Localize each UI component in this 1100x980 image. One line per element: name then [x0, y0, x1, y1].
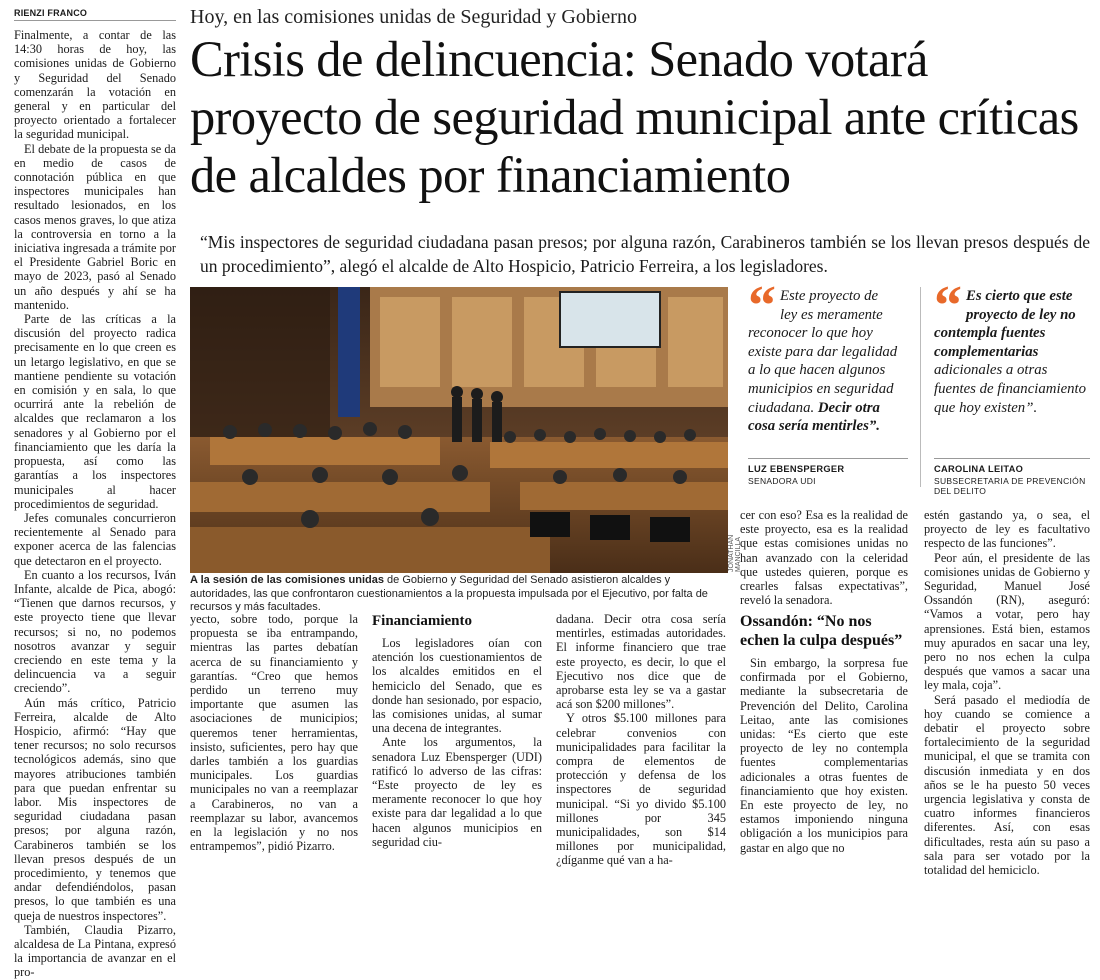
paragraph: En cuanto a los recursos, Iván Infante, alcalde de Pica, abogó: “Tienen que darnos recursos, y este proyecto tiene que llevar recursos; si no, no podemos nosotros avanzar y seguir creciendo en este tema y la delincuencia va a seguir creciendo”.	[14, 567, 176, 696]
paragraph: Los legisladores oían con atención los cuestionamientos de los alcaldes emitidos en el hemiciclo del Senado, que es donde han sesionado, por espacio, las comisiones unidas, al sumar una decena de integrantes.	[372, 636, 542, 736]
paragraph: yecto, sobre todo, porque la propuesta se iba entrampando, mientras las partes debatían acerca de su financiamiento y garantías. “Creo que hemos perdido un terreno muy importante que asumen las asociaciones de municipios; queremos tener herramientas, insisto, suficientes, pero hay que darles también a los guardias municipales. Los guardias municipales no van a reemplazar a Carabineros, no van a reemplazar su labor, avancemos en la legislación y no nos entrampemos”, pidió Pizarro.	[190, 612, 358, 854]
divider	[920, 287, 921, 487]
paragraph: Aún más crítico, Patricio Ferreira, alcalde de Alto Hospicio, afirmó: “Hay que tener recursos; no solo recursos tecnológicos además, sino que mayores atribuciones también para que puedan enfrentar su labor. Mis inspectores de seguridad ciudadana pasan presos; por alguna razón, Carabineros también se los llevan presos después de un procedimiento, y tenemos que andar defendiéndolos, pasan presos, lo que también es una queja de nuestros inspectores”.	[14, 695, 176, 923]
paragraph: Ante los argumentos, la senadora Luz Ebensperger (UDI) ratificó lo adverso de las cifras: “Este proyecto de ley es meramente reconocer lo que hoy existe para dar legalidad a lo que hacen algunos municipios en seguridad ciu-	[372, 735, 542, 849]
quote-attribution-role: SUBSECRETARIA DE PREVENCIÓN DEL DELITO	[934, 476, 1086, 496]
article-column-left	[14, 28, 176, 980]
divider	[748, 458, 908, 459]
senate-chamber-illustration	[190, 287, 728, 573]
pull-quote-leitao	[934, 275, 1090, 417]
caption-text: de Gobierno y Seguridad del Senado asistieron alcaldes y autoridades, las que confrontaron cuestionamientos a la propuesta impulsada por el Ejecutivo, por falta de recursos y más facultades.	[190, 574, 708, 613]
paragraph: Será pasado el mediodía de hoy cuando se comience a debatir el proyecto sobre fortalecimiento de la seguridad municipal, el que se tramita con discusión inmediata y en dos años se le ha puesto 50 veces urgencia legislativa y consta de cuatro informes financieros diferentes. Así, con esas dificultades, resta aún su paso a sala para ser votado por la totalidad del hemiciclo.	[924, 692, 1090, 878]
photo-credit: JONATHAN MANCILLA	[728, 534, 742, 572]
paragraph: estén gastando ya, o sea, el proyecto de ley es facultativo respecto de las funciones”.	[924, 508, 1090, 551]
photo-caption	[190, 574, 730, 615]
divider	[934, 458, 1090, 459]
quote-text: Este proyecto de ley es meramente reconocer lo que hoy existe para dar legalidad a lo que hacen algunos municipios en seguridad ciudadana.	[748, 288, 898, 416]
subheadline: “Mis inspectores de seguridad ciudadana pasan presos; por alguna razón, Carabineros también se los llevan presos después de un procedimiento”, alegó el alcalde de Alto Hospicio, Patricio Ferreira, a los legisladores.	[200, 232, 1090, 276]
quote-attribution-name: CAROLINA LEITAO	[934, 464, 1024, 474]
quote-text: adicionales a otras fuentes de financiamiento que hoy existen”.	[934, 362, 1087, 416]
quote-attribution-name: LUZ EBENSPERGER	[748, 464, 845, 474]
paragraph: También, Claudia Pizarro, alcaldesa de La Pintana, expresó la importancia de avanzar en el pro-	[14, 922, 176, 980]
section-heading: Financiamiento	[372, 613, 472, 629]
paragraph: Sin embargo, la sorpresa fue confirmada por el Gobierno, mediante la subsecretaria de Prevención del Delito, Carolina Leitao, ante las comisiones unidas: “Es cierto que este proyecto de ley no contempla fuentes complementarias adicionales a otras fuentes de financiamiento que hoy existen. En este proyecto de ley, no estamos imponiendo ninguna obligación a los municipios para gastar en algo que no	[740, 656, 908, 855]
paragraph: dadana. Decir otra cosa sería mentirles, estimadas autoridades. El informe financiero que trae este proyecto, es decir, lo que el Ejecutivo nos dice que de aprobarse esta ley se va a gastar acá son $200 millones”.	[556, 612, 726, 712]
article-column-5-top	[740, 508, 908, 608]
article-column-5	[740, 612, 908, 855]
article-column-4	[556, 612, 726, 868]
caption-lead: A la sesión de las comisiones unidas	[190, 574, 384, 586]
senate-chamber-photo	[190, 287, 728, 573]
paragraph: El debate de la propuesta se da en medio de casos de connotación pública en que inspectores municipales han resultado lesionados, en los casos menos graves, lo que atiza la controversia en torno a la iniciativa ingresada a trámite por el Presidente Gabriel Boric en mayo de 2023, pasó al Senado un año después y ahí se ha mantenido.	[14, 141, 176, 312]
paragraph: Y otros $5.100 millones para celebrar convenios con municipalidades para facilitar la compra de elementos de protección y defensa de los inspectores de seguridad municipal. “Si yo divido $5.100 millones por 345 municipalidades, son $14 millones por municipalidad, ¿díganme qué van a ha-	[556, 711, 726, 868]
pull-quote-ebensperger	[748, 275, 898, 436]
paragraph: cer con eso? Esa es la realidad de este proyecto, esa es la realidad que estas comisiones unidas no han avanzado con la celeridad que ustedes quieren, porque es crearles falsas expectativas”, reveló la senadora.	[740, 508, 908, 608]
paragraph: Jefes comunales concurrieron recientemente al Senado para exponer acerca de las falencias que detectaron en el proyecto.	[14, 510, 176, 568]
paragraph: Parte de las críticas a la discusión del proyecto radica precisamente en lo que creen es un letargo legislativo, en que se mantiene pendiente su votación en comisión y en sala, lo que ocurrirá ante la rebelión de alcaldes que reclamaron a los senadores y al Gobierno por el financiamiento que les daría la propuesta, así como las garantías a los inspectores municipales al hacer procedimientos de seguridad.	[14, 312, 176, 511]
kicker: Hoy, en las comisiones unidas de Seguridad y Gobierno	[190, 6, 637, 28]
article-column-2	[190, 612, 358, 854]
paragraph: Finalmente, a contar de las 14:30 horas de hoy, las comisiones unidas de Gobierno y Seguridad del Senado comenzarán la votación en general y en particular del proyecto orientado a fortalecer la seguridad municipal.	[14, 28, 176, 142]
article-column-6	[924, 508, 1090, 878]
section-heading: Ossandón: “No nos echen la culpa después”	[740, 613, 903, 649]
quote-mark-icon: “	[748, 275, 776, 337]
headline: Crisis de delincuencia: Senado votará proyecto de seguridad municipal ante críticas de alcaldes por financiamiento	[190, 31, 1079, 203]
quote-mark-icon: “	[934, 275, 962, 337]
byline: RIENZI FRANCO	[14, 8, 176, 21]
quote-text-emphasis: Es cierto que este proyecto de ley no contempla fuentes complementarias	[934, 288, 1076, 360]
article-column-3	[372, 612, 542, 849]
quote-text-emphasis: Decir otra cosa sería mentirles”.	[748, 399, 880, 435]
paragraph: Peor aún, el presidente de las comisiones unidas de Gobierno y Seguridad, Manuel José Ossandón (RN), aseguró: “Vamos a votar, pero hay aprensiones. Está bien, estamos muy apurados en sacar una ley, pero no nos echen la culpa después que vamos a sacar una ley mala, coja”.	[924, 550, 1090, 693]
quote-attribution-role: SENADORA UDI	[748, 476, 816, 486]
